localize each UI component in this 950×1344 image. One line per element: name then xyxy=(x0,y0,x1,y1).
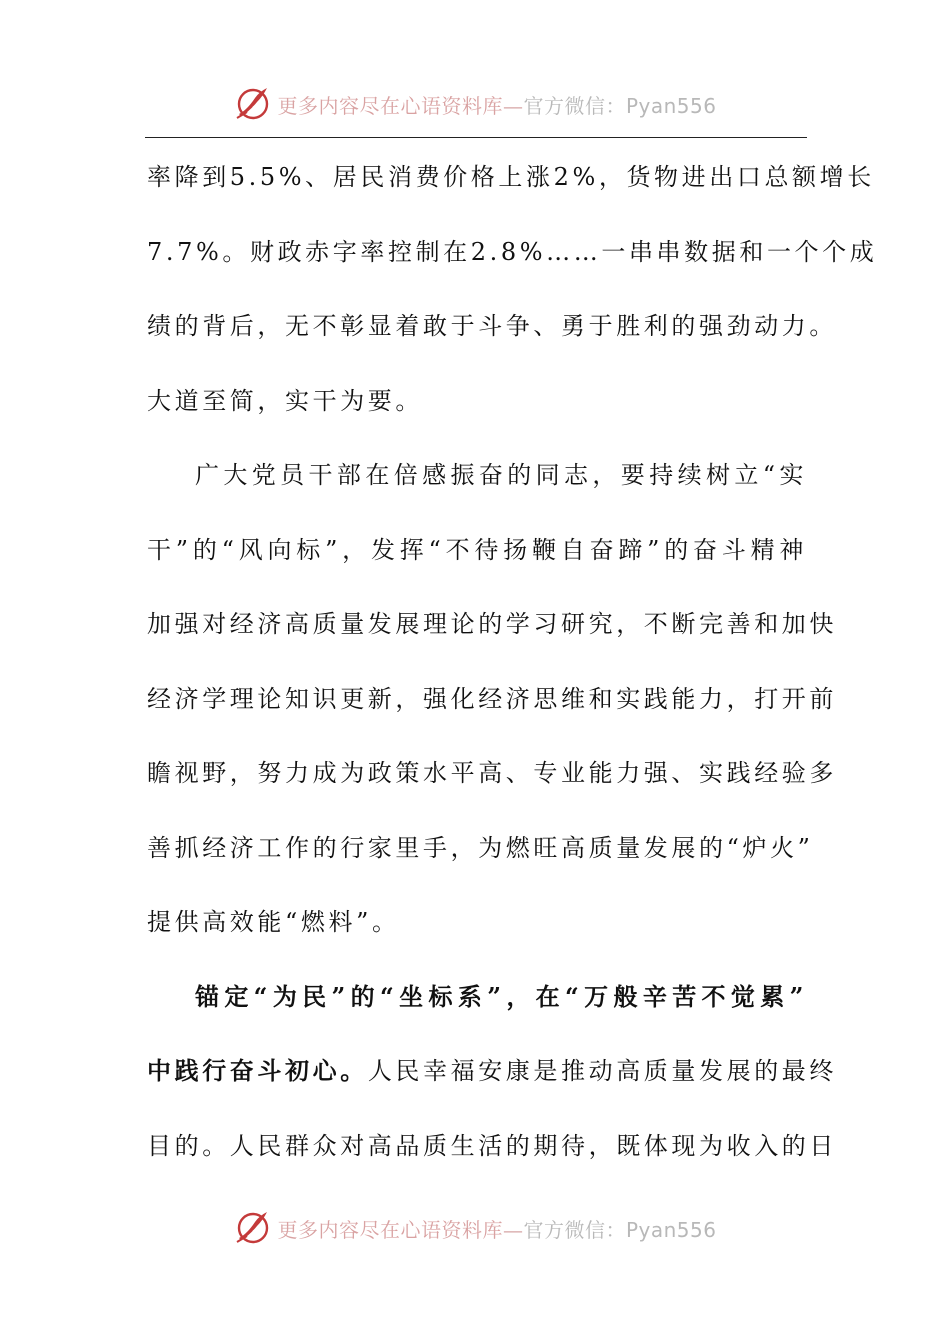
footer-banner xyxy=(0,1206,950,1250)
banner-separator: — xyxy=(502,93,524,118)
text-run: 人民幸福安康是推动高质量发展的最终 xyxy=(367,1057,838,1085)
bold-heading-line: 锚定“为民”的“坐标系”，在“万般辛苦不觉累” xyxy=(195,981,807,1011)
bold-heading-tail: 中践行奋斗初心。 xyxy=(147,1056,368,1085)
text-line: 提供高效能“燃料”。 xyxy=(147,908,400,936)
text-line: 干”的“风向标”，发挥“不待扬鞭自奋蹄”的奋斗精神 xyxy=(147,535,807,564)
header-banner xyxy=(0,82,950,126)
header-divider xyxy=(145,137,807,138)
banner-text xyxy=(277,90,716,119)
banner-text xyxy=(277,1214,716,1243)
document-body xyxy=(147,140,878,1183)
paragraph-3 xyxy=(147,960,838,1184)
banner-wechat-text: 官方微信：Pyan556 xyxy=(523,1217,717,1242)
text-line: 目的。人民群众对高品质生活的期待，既体现为收入的日 xyxy=(147,1131,837,1160)
text-line: 7.7%。财政赤字率控制在2.8%……一串串数据和一个个成 xyxy=(147,237,878,266)
text-line: 善抓经济工作的行家里手，为燃旺高质量发展的“炉火” xyxy=(147,833,814,862)
banner-brand-text: 更多内容尽在心语资料库 xyxy=(277,93,503,118)
banner-brand-text: 更多内容尽在心语资料库 xyxy=(277,1217,503,1242)
text-line: 绩的背后，无不彰显着敢于斗争、勇于胜利的强劲动力。 xyxy=(147,312,837,340)
pen-logo-icon xyxy=(233,84,273,124)
banner-wechat-text: 官方微信：Pyan556 xyxy=(523,93,717,118)
banner-separator: — xyxy=(502,1217,524,1242)
pen-logo-icon xyxy=(233,1208,273,1248)
text-line: 经济学理论知识更新，强化经济思维和实践能力，打开前 xyxy=(147,684,837,713)
text-line: 瞻视野，努力成为政策水平高、专业能力强、实践经验多 xyxy=(147,759,837,787)
text-line xyxy=(147,1034,838,1109)
text-line: 加强对经济高质量发展理论的学习研究，不断完善和加快 xyxy=(147,610,837,638)
text-line: 广大党员干部在倍感振奋的同志，要持续树立“实 xyxy=(195,461,807,489)
text-line: 率降到5.5%、居民消费价格上涨2%，货物进出口总额增长 xyxy=(147,163,875,191)
paragraph-2 xyxy=(147,438,837,960)
text-line: 大道至简，实干为要。 xyxy=(147,386,423,415)
paragraph-1 xyxy=(147,140,878,438)
